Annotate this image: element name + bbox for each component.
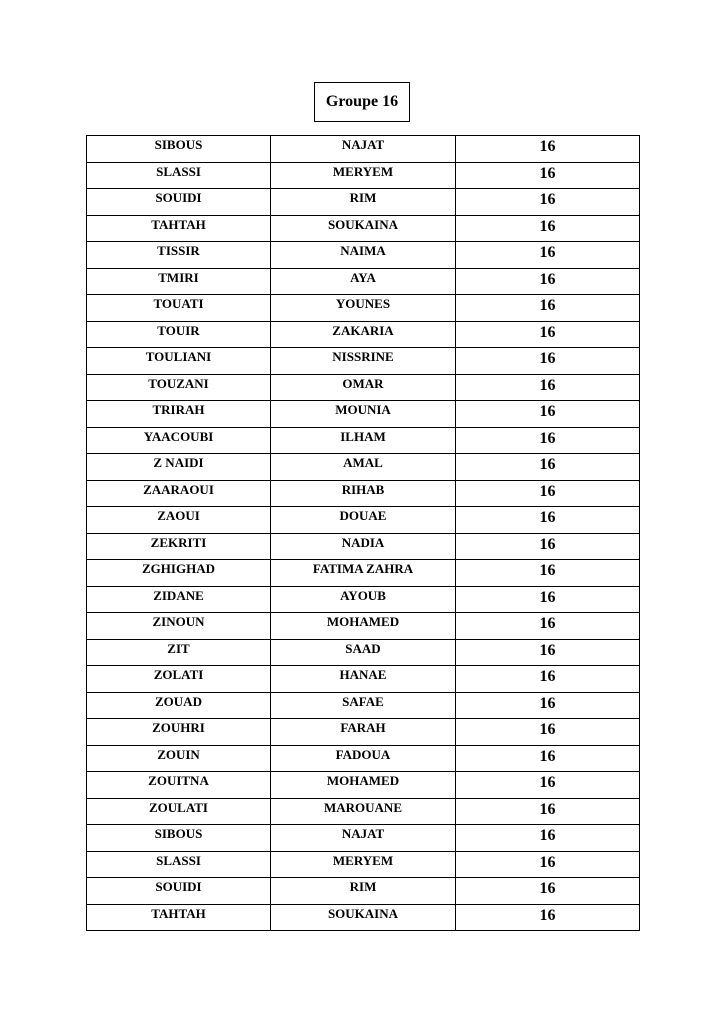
group-number-cell: 16 [456,586,640,613]
table-row [87,189,640,216]
first-name-cell: ILHAM [271,427,456,454]
table-row [87,904,640,931]
first-name-cell: SAFAE [271,692,456,719]
table-row [87,242,640,269]
first-name-cell: SAAD [271,639,456,666]
group-number-cell: 16 [456,745,640,772]
table-row [87,719,640,746]
group-number-cell: 16 [456,374,640,401]
first-name-cell: YOUNES [271,295,456,322]
first-name-cell: FARAH [271,719,456,746]
table-row [87,692,640,719]
first-name-cell: SOUKAINA [271,904,456,931]
table-row [87,613,640,640]
last-name-cell: ZOLATI [87,666,271,693]
table-row [87,215,640,242]
table-row [87,162,640,189]
first-name-cell: MERYEM [271,162,456,189]
group-number-cell: 16 [456,825,640,852]
table-row [87,401,640,428]
group-number-cell: 16 [456,878,640,905]
last-name-cell: TMIRI [87,268,271,295]
last-name-cell: TAHTAH [87,904,271,931]
first-name-cell: NAJAT [271,825,456,852]
first-name-cell: AMAL [271,454,456,481]
first-name-cell: FADOUA [271,745,456,772]
first-name-cell: MERYEM [271,851,456,878]
last-name-cell: YAACOUBI [87,427,271,454]
first-name-cell: SOUKAINA [271,215,456,242]
group-number-cell: 16 [456,348,640,375]
table-row [87,268,640,295]
table-row [87,639,640,666]
table-row [87,798,640,825]
table-row [87,878,640,905]
group-number-cell: 16 [456,215,640,242]
first-name-cell: OMAR [271,374,456,401]
last-name-cell: TRIRAH [87,401,271,428]
group-number-cell: 16 [456,666,640,693]
last-name-cell: Z NAIDI [87,454,271,481]
last-name-cell: ZEKRITI [87,533,271,560]
first-name-cell: FATIMA ZAHRA [271,560,456,587]
group-number-cell: 16 [456,321,640,348]
table-row [87,321,640,348]
last-name-cell: TOUATI [87,295,271,322]
last-name-cell: ZOULATI [87,798,271,825]
last-name-cell: SIBOUS [87,136,271,163]
group-number-cell: 16 [456,401,640,428]
table-row [87,427,640,454]
group-number-cell: 16 [456,295,640,322]
group-number-cell: 16 [456,454,640,481]
first-name-cell: HANAE [271,666,456,693]
last-name-cell: ZOUITNA [87,772,271,799]
group-number-cell: 16 [456,427,640,454]
first-name-cell: NADIA [271,533,456,560]
table-row [87,825,640,852]
first-name-cell: MOHAMED [271,613,456,640]
table-row [87,374,640,401]
last-name-cell: ZIDANE [87,586,271,613]
last-name-cell: TOUZANI [87,374,271,401]
last-name-cell: SOUIDI [87,189,271,216]
last-name-cell: ZOUIN [87,745,271,772]
first-name-cell: NAIMA [271,242,456,269]
group-number-cell: 16 [456,268,640,295]
table-row [87,136,640,163]
group-number-cell: 16 [456,560,640,587]
table-row [87,295,640,322]
table-row [87,454,640,481]
group-number-cell: 16 [456,533,640,560]
last-name-cell: ZGHIGHAD [87,560,271,587]
student-table [86,135,640,931]
last-name-cell: ZOUAD [87,692,271,719]
first-name-cell: MOHAMED [271,772,456,799]
table-row [87,560,640,587]
table-row [87,348,640,375]
last-name-cell: TOUIR [87,321,271,348]
group-number-cell: 16 [456,772,640,799]
last-name-cell: SLASSI [87,851,271,878]
table-row [87,533,640,560]
last-name-cell: ZIT [87,639,271,666]
first-name-cell: NISSRINE [271,348,456,375]
table-row [87,745,640,772]
first-name-cell: AYA [271,268,456,295]
group-number-cell: 16 [456,189,640,216]
group-number-cell: 16 [456,136,640,163]
first-name-cell: RIM [271,878,456,905]
table-row [87,586,640,613]
first-name-cell: ZAKARIA [271,321,456,348]
first-name-cell: MAROUANE [271,798,456,825]
first-name-cell: NAJAT [271,136,456,163]
last-name-cell: SIBOUS [87,825,271,852]
group-number-cell: 16 [456,851,640,878]
group-number-cell: 16 [456,162,640,189]
group-number-cell: 16 [456,507,640,534]
group-number-cell: 16 [456,798,640,825]
group-number-cell: 16 [456,613,640,640]
last-name-cell: ZINOUN [87,613,271,640]
table-row [87,851,640,878]
table-row [87,480,640,507]
first-name-cell: RIHAB [271,480,456,507]
table-row [87,507,640,534]
group-number-cell: 16 [456,639,640,666]
first-name-cell: DOUAE [271,507,456,534]
group-number-cell: 16 [456,719,640,746]
last-name-cell: TISSIR [87,242,271,269]
first-name-cell: AYOUB [271,586,456,613]
last-name-cell: SOUIDI [87,878,271,905]
student-table-body [87,136,640,931]
group-number-cell: 16 [456,904,640,931]
group-title: Groupe 16 [314,82,410,122]
last-name-cell: ZOUHRI [87,719,271,746]
table-row [87,666,640,693]
first-name-cell: MOUNIA [271,401,456,428]
group-number-cell: 16 [456,480,640,507]
last-name-cell: ZAARAOUI [87,480,271,507]
table-row [87,772,640,799]
first-name-cell: RIM [271,189,456,216]
last-name-cell: SLASSI [87,162,271,189]
group-number-cell: 16 [456,242,640,269]
last-name-cell: TOULIANI [87,348,271,375]
last-name-cell: TAHTAH [87,215,271,242]
last-name-cell: ZAOUI [87,507,271,534]
group-number-cell: 16 [456,692,640,719]
